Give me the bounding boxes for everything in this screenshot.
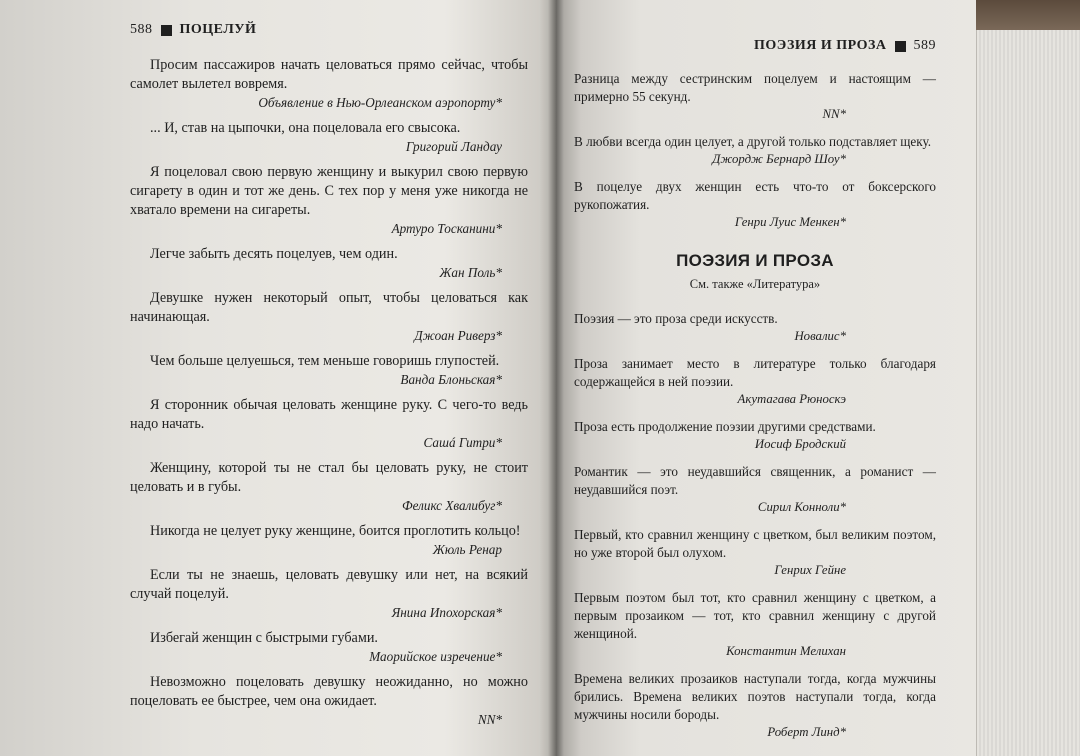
- right-top-quotes: [574, 70, 936, 231]
- quote: [130, 629, 528, 665]
- quote-author: Жан Поль*: [439, 265, 502, 280]
- quote-author: Новалис*: [794, 329, 846, 343]
- quote-text: Женщину, которой ты не стал бы целовать руку, не стоит целовать и в губы.: [130, 460, 528, 495]
- quote-author: Генри Луис Менкен*: [734, 215, 846, 229]
- quote-author: Феликс Хвалибуг*: [402, 498, 502, 513]
- quote: [130, 566, 528, 621]
- quote-author: Роберт Линд*: [767, 725, 846, 739]
- see-also-note: См. также «Литература»: [689, 277, 821, 291]
- page-edges: [976, 0, 1080, 756]
- quote-text: Невозможно поцеловать девушку неожиданно, но можно поцеловать ее быстрее, чем она ожидает.: [130, 674, 528, 709]
- quote-author: Сашá Гитри*: [423, 435, 502, 450]
- quote: [574, 418, 936, 453]
- quote: [130, 163, 528, 237]
- quote-author: Артуро Тосканини*: [391, 221, 502, 236]
- quote-text: Проза есть продолжение поэзии другими средствами.: [574, 419, 876, 434]
- quote-author: Джордж Бернард Шоу*: [712, 152, 846, 166]
- quote-text: Разница между сестринским поцелуем и настоящим — примерно 55 секунд.: [574, 71, 936, 104]
- quote-author: Константин Мелихан: [726, 644, 846, 658]
- quote-author: Сирил Конноли*: [757, 500, 846, 514]
- quote-text: Первый, кто сравнил женщину с цветком, был великим поэтом, но уже второй был олухом.: [574, 527, 936, 560]
- quote-text: Романтик — это неудавшийся священник, а романист — неудавшийся поэт.: [574, 464, 936, 497]
- quote: [574, 589, 936, 660]
- quote-author: Жюль Ренар: [432, 542, 502, 557]
- quote-author: Акутагава Рюноскэ: [737, 392, 846, 406]
- quote: [574, 670, 936, 741]
- quote-text: Избегай женщин с быстрыми губами.: [150, 630, 378, 646]
- book-spine-shadow: [548, 0, 564, 756]
- square-bullet-icon: [895, 41, 906, 52]
- quote-author: Объявление в Нью-Орлеанском аэропорту*: [258, 95, 502, 110]
- quote: [130, 673, 528, 728]
- quote: [130, 245, 528, 281]
- right-page: [556, 0, 976, 756]
- background-fabric: [976, 0, 1080, 30]
- quote-author: Генрих Гейне: [774, 563, 846, 577]
- quote: [130, 522, 528, 558]
- quote: [574, 70, 936, 123]
- section-title: ПОЭЗИЯ И ПРОЗА: [676, 251, 834, 270]
- quote-text: Первым поэтом был тот, кто сравнил женщину с цветком, а первым прозаиком — тот, кто сравнил женщину с другой женщиной.: [574, 590, 936, 641]
- left-running-head: [130, 22, 528, 38]
- right-quotes: [574, 310, 936, 741]
- quote-text: В любви всегда один целует, а другой только подставляет щеку.: [574, 134, 932, 149]
- right-running-head: [574, 38, 936, 54]
- quote: [574, 463, 936, 516]
- quote: [574, 355, 936, 408]
- quote-text: Чем больше целуешься, тем меньше говоришь глупостей.: [150, 353, 500, 369]
- quote: [130, 459, 528, 514]
- quote-text: Легче забыть десять поцелуев, чем один.: [150, 246, 398, 262]
- quote-author: Григорий Ландау: [405, 139, 502, 154]
- quote-text: Девушке нужен некоторый опыт, чтобы целоваться как начинающая.: [130, 290, 528, 325]
- quote-author: Янина Ипохорская*: [391, 605, 502, 620]
- quote-author: Маорийское изречение*: [369, 649, 502, 664]
- quote-text: Поэзия — это проза среди искусств.: [574, 311, 778, 326]
- quote: [130, 396, 528, 451]
- quote-text: Просим пассажиров начать целоваться прямо сейчас, чтобы самолет вылетел вовремя.: [130, 57, 528, 92]
- quote: [574, 178, 936, 231]
- quote-text: Времена великих прозаиков наступали тогда, когда мужчины брились. Времена великих поэтов наступали тогда, когда мужчины носили бороды.: [574, 671, 936, 722]
- square-bullet-icon: [161, 25, 172, 36]
- quote: [130, 119, 528, 155]
- quote-text: Я сторонник обычая целовать женщине руку. С чего-то ведь надо начать.: [130, 397, 528, 432]
- quote-author: Иосиф Бродский: [754, 437, 846, 451]
- quote-text: Никогда не целует руку женщине, боится проглотить кольцо!: [150, 523, 521, 539]
- quote: [574, 133, 936, 168]
- quote-text: Проза занимает место в литературе только благодаря содержащейся в ней поэзии.: [574, 356, 936, 389]
- quote: [130, 352, 528, 388]
- right-page-number: 589: [913, 38, 936, 53]
- quote-text: Если ты не знаешь, целовать девушку или нет, на всякий случай поцелуй.: [130, 567, 528, 602]
- quote-text: Я поцеловал свою первую женщину и выкурил свою первую сигарету в один и тот же день. С тех пор у меня уже никогда не хватало времени на сигареты.: [130, 164, 528, 218]
- left-quotes: [130, 56, 528, 728]
- right-running-title: ПОЭЗИЯ И ПРОЗА: [754, 38, 887, 53]
- quote-author: Ванда Блоньская*: [400, 372, 502, 387]
- quote-text: В поцелуе двух женщин есть что-то от боксерского рукопожатия.: [574, 179, 936, 212]
- left-running-title: ПОЦЕЛУЙ: [179, 22, 257, 37]
- left-page-number: 588: [130, 22, 153, 37]
- quote: [574, 310, 936, 345]
- quote-text: ... И, став на цыпочки, она поцеловала его свысока.: [150, 120, 461, 136]
- quote-author: NN*: [822, 107, 846, 121]
- quote-author: Джоан Риверз*: [414, 328, 502, 343]
- quote: [130, 289, 528, 344]
- quote: [574, 526, 936, 579]
- quote-author: NN*: [477, 712, 502, 727]
- quote: [130, 56, 528, 111]
